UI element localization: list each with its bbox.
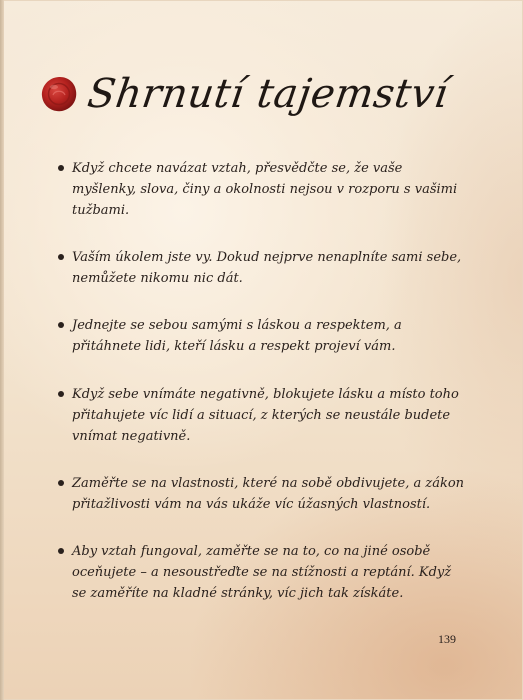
bullet-icon — [58, 254, 64, 260]
page-title: Shrnutí tajemství — [84, 71, 452, 117]
bullet-icon — [58, 548, 64, 554]
list-item — [58, 384, 468, 447]
list-item — [58, 158, 468, 221]
section-heading — [40, 66, 452, 122]
bullet-icon — [58, 391, 64, 397]
list-item-text: Zaměřte se na vlastnosti, které na sobě obdivujete, a zákon přitažlivosti vám na vás ukáže víc úžasných vlastností. — [72, 476, 465, 512]
list-item — [58, 247, 468, 289]
summary-list — [58, 158, 468, 630]
list-item — [58, 315, 468, 357]
bullet-icon — [58, 480, 64, 486]
page-number: 139 — [438, 632, 456, 646]
wax-seal-icon — [40, 75, 78, 113]
list-item-text: Když sebe vnímáte negativně, blokujete lásku a místo toho přitahujete víc lidí a situací, z kterých se neustále budete vnímat negativně. — [72, 387, 459, 444]
list-item-text: Když chcete navázat vztah, přesvědčte se, že vaše myšlenky, slova, činy a okolnosti nejsou v rozporu s vašimi tužbami. — [72, 161, 458, 218]
list-item-text: Aby vztah fungoval, zaměřte se na to, co na jiné osobě oceňujete – a nesoustřeďte se na stížnosti a reptání. Když se zaměříte na kladné stránky, víc jich tak získáte. — [72, 544, 452, 601]
list-item — [58, 473, 468, 515]
list-item-text: Vaším úkolem jste vy. Dokud nejprve nenaplníte sami sebe, nemůžete nikomu nic dát. — [72, 250, 462, 286]
bullet-icon — [58, 165, 64, 171]
list-item-text: Jednejte se sebou samými s láskou a respektem, a přitáhnete lidi, kteří lásku a respekt projeví vám. — [72, 318, 402, 354]
list-item — [58, 541, 468, 604]
bullet-icon — [58, 322, 64, 328]
page-binding-edge — [0, 0, 4, 700]
